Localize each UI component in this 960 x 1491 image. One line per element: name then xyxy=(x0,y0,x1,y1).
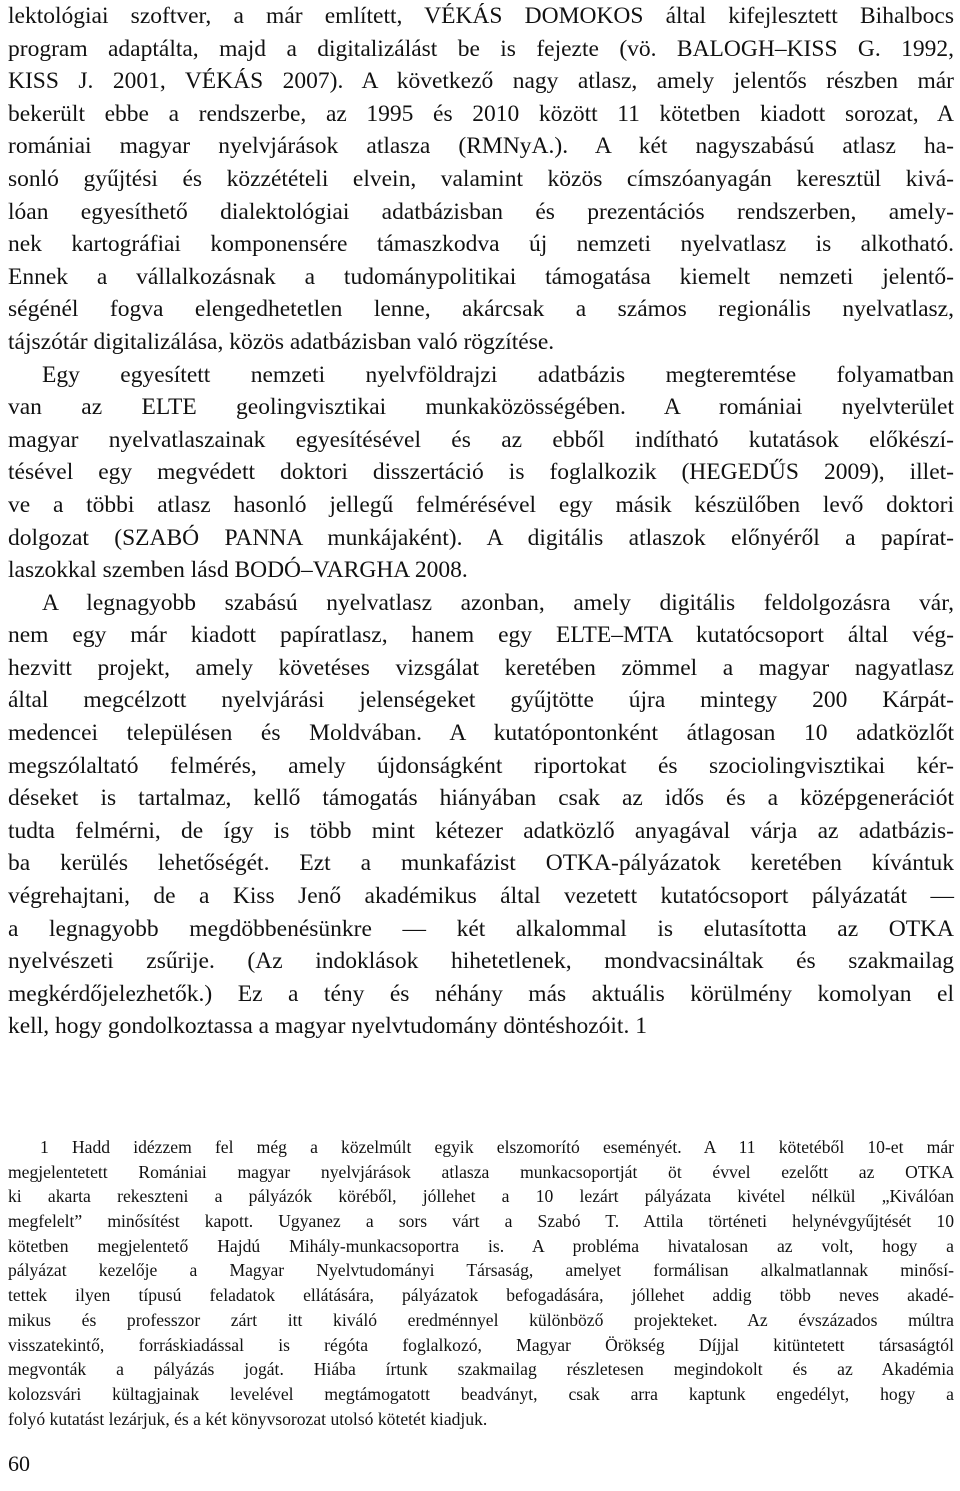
text-line: tájszótár digitalizálása, közös adatbázisban való rögzítése. xyxy=(8,328,555,355)
text-line: déseket is tartalmaz, kellő támogatás hiányában csak az idős és a középgenerációt xyxy=(8,785,954,812)
footnote xyxy=(8,1135,954,1431)
main-text xyxy=(8,0,954,1043)
footnote-line: pályázat kezelője a Magyar Nyelvtudományi Társaság, amelyet formálisan alkalmatlannak minősí- xyxy=(8,1260,954,1281)
footnote-line: folyó kutatást lezárjuk, és a két könyvsorozat utolsó kötetét kiadjuk. xyxy=(8,1408,488,1429)
page-number: 60 xyxy=(8,1451,30,1476)
footnote-line: megjelentetett Romániai magyar nyelvjárások atlasza munkacsoportját öt évvel ezelőtt az OTKA xyxy=(8,1161,954,1182)
footnote-line: megfelelt” minősítést kapott. Ugyanez a sors várt a Szabó T. Attila történeti helynévgyűjtését 10 xyxy=(8,1211,954,1232)
text-line: nek kartográfiai komponensére támaszkodva új nemzeti nyelvatlasz is alkotható. xyxy=(8,231,954,258)
text-line: a legnagyobb megdöbbenésünkre — két alkalommal is elutasította az OTKA xyxy=(8,915,954,942)
text-line: nem egy már kiadott papíratlasz, hanem egy ELTE–MTA kutatócsoport által vég- xyxy=(8,622,954,649)
text-line: laszokkal szemben lásd BODÓ–VARGHA 2008. xyxy=(8,557,468,584)
text-line: Ennek a vállalkozásnak a tudománypolitikai támogatása kiemelt nemzeti jelentő- xyxy=(8,263,954,290)
footnote-line: mikus és professzor zárt itt kiváló eredménnyel különböző projekteket. Az évszázados múltra xyxy=(8,1309,954,1330)
footnote-line: 1 Hadd idézzem fel még a közelmúlt egyik elszomorító eseményét. A 11 kötetéből 10-et már xyxy=(40,1137,954,1157)
text-line: tésével egy megvédett doktori disszertáció is foglalkozik (HEGEDŰS 2009), illet- xyxy=(8,459,954,486)
text-line: program adaptálta, majd a digitalizálást be is fejezte (vö. BALOGH–KISS G. 1992, xyxy=(8,35,954,62)
text-line: nyelvészeti zsűrije. (Az indoklások hihetetlenek, mondvacsináltak és szakmailag xyxy=(8,948,954,975)
text-line: KISS J. 2001, VÉKÁS 2007). A következő nagy atlasz, amely jelentős részben már xyxy=(8,68,954,95)
text-line: bekerült ebbe a rendszerbe, az 1995 és 2010 között 11 kötetben kiadott sorozat, A xyxy=(8,100,954,127)
text-line: medencei településen és Moldvában. A kutatópontonként átlagosan 10 adatközlőt xyxy=(8,720,954,747)
text-line: tudta felmérni, de így is több mint kétezer adatközlő anyagával várja az adatbázis- xyxy=(8,817,954,844)
text-line: ba kerülés lehetőségét. Ezt a munkafázist OTKA-pályázatok keretében kívántuk xyxy=(8,850,954,877)
footnote-line: visszatekintő, forráskiadással is régóta foglalkozó, Magyar Örökség Díjjal kitüntetett társaságtól xyxy=(8,1334,954,1355)
text-line: megkérdőjelezhetők.) Ez a tény és néhány más aktuális körülmény komolyan el xyxy=(8,980,954,1007)
text-line: ve a többi atlasz hasonló jellegű felmérésével egy másik készülőben levő doktori xyxy=(8,491,954,518)
text-line: megszólaltató felmérés, amely újdonságként riportokat és szociolingvisztikai kér- xyxy=(8,752,954,779)
footnote-line: tettek ilyen típusú feladatok ellátására, pályázatok befogadására, jóllehet addig több neves akadé- xyxy=(8,1285,954,1306)
footnote-line: kötetben megjelentető Hajdú Mihály-munkacsoportra is. A probléma hivatalosan az volt, hogy a xyxy=(8,1235,954,1256)
text-line: magyar nyelvatlaszainak egyesítésével és az ebből indítható kutatások előkészí- xyxy=(8,426,954,453)
text-line: végrehajtani, de a Kiss Jenő akadémikus által vezetett kutatócsoport pályázatát — xyxy=(8,883,954,910)
text-line: kell, hogy gondolkoztassa a magyar nyelvtudomány döntéshozóit. 1 xyxy=(8,1013,647,1040)
text-line: lóan egyesíthető dialektológiai adatbázisban és prezentációs rendszerben, amely- xyxy=(8,198,954,225)
text-line: lektológiai szoftver, a már említett, VÉKÁS DOMOKOS által kifejlesztett Bihalbocs xyxy=(8,3,954,29)
text-line: A legnagyobb szabású nyelvatlasz azonban, amely digitális feldolgozásra vár, xyxy=(42,589,954,616)
text-line: van az ELTE geolingvisztikai munkaközösségében. A romániai nyelvterület xyxy=(8,394,954,421)
text-line: Egy egyesített nemzeti nyelvföldrajzi adatbázis megteremtése folyamatban xyxy=(42,361,954,388)
footnote-line: ki akarta rekeszteni a pályázók köréből, jóllehet a 10 lezárt pályázata kivétel nélkül „Kiválóan xyxy=(8,1186,954,1207)
text-line: sonló gyűjtési és közzétételi elvein, valamint közös címszóanyagán keresztül kivá- xyxy=(8,165,954,192)
text-line: által megcélzott nyelvjárási jelenségeket gyűjtötte újra mintegy 200 Kárpát- xyxy=(8,687,954,714)
text-line: hezvitt projekt, amely követéses vizsgálat keretében zömmel a magyar nagyatlasz xyxy=(8,654,954,681)
text-line: ségénél fogva elengedhetetlen lenne, akárcsak a számos regionális nyelvatlasz, xyxy=(8,296,954,323)
footnote-line: megvonták a pályázás jogát. Hiába írtunk szakmailag részletesen megindokolt és az Akadémia xyxy=(8,1359,954,1380)
footnote-line: kolozsvári kültagjainak levelével megtámogatott beadványt, csak arra kaptunk engedélyt, hogy a xyxy=(8,1383,954,1404)
text-line: dolgozat (SZABÓ PANNA munkájaként). A digitális atlaszok előnyéről a papírat- xyxy=(8,524,954,551)
text-line: romániai magyar nyelvjárások atlasza (RMNyA.). A két nagyszabású atlasz ha- xyxy=(8,133,954,160)
